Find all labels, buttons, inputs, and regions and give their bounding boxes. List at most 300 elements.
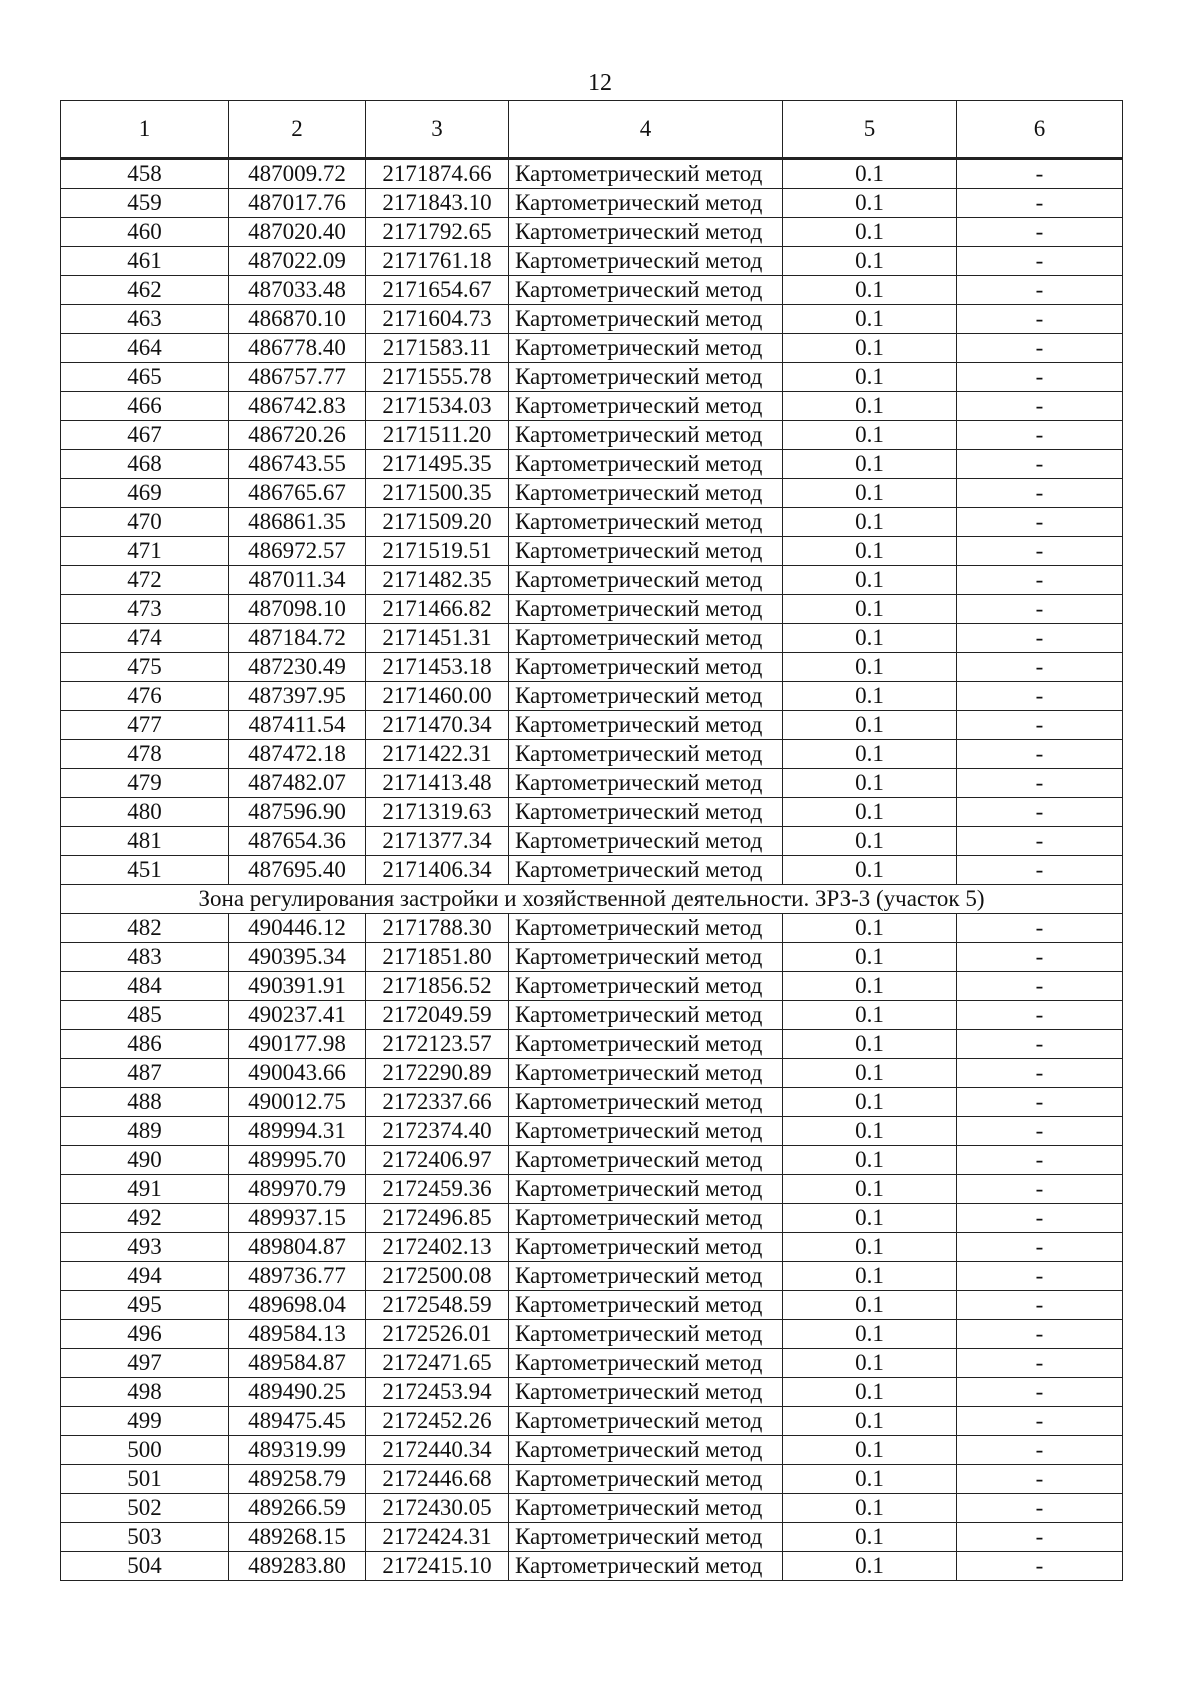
accuracy-cell: 0.1 [783, 508, 957, 537]
accuracy-cell: 0.1 [783, 218, 957, 247]
note-cell: - [957, 1349, 1123, 1378]
y-coordinate-cell: 2171604.73 [366, 305, 509, 334]
table-row [61, 334, 1123, 363]
table-row [61, 508, 1123, 537]
method-cell: Картометрический метод [509, 159, 783, 189]
method-cell: Картометрический метод [509, 682, 783, 711]
accuracy-cell: 0.1 [783, 1320, 957, 1349]
y-coordinate-cell: 2171413.48 [366, 769, 509, 798]
method-cell: Картометрический метод [509, 653, 783, 682]
zone-heading: Зона регулирования застройки и хозяйственной деятельности. ЗРЗ-3 (участок 5) [61, 885, 1123, 914]
y-coordinate-cell: 2172453.94 [366, 1378, 509, 1407]
accuracy-cell: 0.1 [783, 624, 957, 653]
method-cell: Картометрический метод [509, 1233, 783, 1262]
x-coordinate-cell: 486778.40 [229, 334, 366, 363]
method-cell: Картометрический метод [509, 334, 783, 363]
table-row [61, 566, 1123, 595]
x-coordinate-cell: 487033.48 [229, 276, 366, 305]
point-number-cell: 475 [61, 653, 229, 682]
table-row [61, 218, 1123, 247]
y-coordinate-cell: 2172471.65 [366, 1349, 509, 1378]
x-coordinate-cell: 486972.57 [229, 537, 366, 566]
x-coordinate-cell: 487397.95 [229, 682, 366, 711]
method-cell: Картометрический метод [509, 914, 783, 943]
note-cell: - [957, 827, 1123, 856]
accuracy-cell: 0.1 [783, 914, 957, 943]
point-number-cell: 495 [61, 1291, 229, 1320]
note-cell: - [957, 1320, 1123, 1349]
x-coordinate-cell: 489994.31 [229, 1117, 366, 1146]
note-cell: - [957, 159, 1123, 189]
table-row [61, 1291, 1123, 1320]
x-coordinate-cell: 487022.09 [229, 247, 366, 276]
method-cell: Картометрический метод [509, 508, 783, 537]
method-cell: Картометрический метод [509, 537, 783, 566]
accuracy-cell: 0.1 [783, 566, 957, 595]
note-cell: - [957, 1407, 1123, 1436]
accuracy-cell: 0.1 [783, 1030, 957, 1059]
note-cell: - [957, 276, 1123, 305]
accuracy-cell: 0.1 [783, 305, 957, 334]
table-row [61, 305, 1123, 334]
point-number-cell: 480 [61, 798, 229, 827]
note-cell: - [957, 711, 1123, 740]
method-cell: Картометрический метод [509, 1523, 783, 1552]
accuracy-cell: 0.1 [783, 1349, 957, 1378]
point-number-cell: 501 [61, 1465, 229, 1494]
accuracy-cell: 0.1 [783, 1175, 957, 1204]
accuracy-cell: 0.1 [783, 1407, 957, 1436]
y-coordinate-cell: 2172459.36 [366, 1175, 509, 1204]
table-row [61, 363, 1123, 392]
y-coordinate-cell: 2172290.89 [366, 1059, 509, 1088]
method-cell: Картометрический метод [509, 1059, 783, 1088]
point-number-cell: 478 [61, 740, 229, 769]
x-coordinate-cell: 489584.13 [229, 1320, 366, 1349]
point-number-cell: 461 [61, 247, 229, 276]
y-coordinate-cell: 2171451.31 [366, 624, 509, 653]
note-cell: - [957, 1204, 1123, 1233]
y-coordinate-cell: 2171583.11 [366, 334, 509, 363]
column-header: 6 [957, 101, 1123, 159]
point-number-cell: 470 [61, 508, 229, 537]
y-coordinate-cell: 2171460.00 [366, 682, 509, 711]
y-coordinate-cell: 2171511.20 [366, 421, 509, 450]
y-coordinate-cell: 2171792.65 [366, 218, 509, 247]
table-row [61, 1320, 1123, 1349]
accuracy-cell: 0.1 [783, 711, 957, 740]
method-cell: Картометрический метод [509, 1262, 783, 1291]
point-number-cell: 491 [61, 1175, 229, 1204]
point-number-cell: 460 [61, 218, 229, 247]
note-cell: - [957, 1001, 1123, 1030]
x-coordinate-cell: 490043.66 [229, 1059, 366, 1088]
column-header: 1 [61, 101, 229, 159]
note-cell: - [957, 189, 1123, 218]
method-cell: Картометрический метод [509, 711, 783, 740]
accuracy-cell: 0.1 [783, 1436, 957, 1465]
x-coordinate-cell: 489584.87 [229, 1349, 366, 1378]
method-cell: Картометрический метод [509, 1204, 783, 1233]
y-coordinate-cell: 2171422.31 [366, 740, 509, 769]
point-number-cell: 496 [61, 1320, 229, 1349]
y-coordinate-cell: 2172440.34 [366, 1436, 509, 1465]
y-coordinate-cell: 2171466.82 [366, 595, 509, 624]
note-cell: - [957, 1088, 1123, 1117]
accuracy-cell: 0.1 [783, 653, 957, 682]
accuracy-cell: 0.1 [783, 1465, 957, 1494]
note-cell: - [957, 1436, 1123, 1465]
table-row [61, 1117, 1123, 1146]
x-coordinate-cell: 487011.34 [229, 566, 366, 595]
note-cell: - [957, 479, 1123, 508]
y-coordinate-cell: 2172337.66 [366, 1088, 509, 1117]
method-cell: Картометрический метод [509, 1494, 783, 1523]
point-number-cell: 459 [61, 189, 229, 218]
table-row [61, 1233, 1123, 1262]
point-number-cell: 479 [61, 769, 229, 798]
note-cell: - [957, 1146, 1123, 1175]
method-cell: Картометрический метод [509, 479, 783, 508]
point-number-cell: 490 [61, 1146, 229, 1175]
point-number-cell: 483 [61, 943, 229, 972]
point-number-cell: 476 [61, 682, 229, 711]
table-row [61, 1059, 1123, 1088]
y-coordinate-cell: 2172500.08 [366, 1262, 509, 1291]
y-coordinate-cell: 2172374.40 [366, 1117, 509, 1146]
accuracy-cell: 0.1 [783, 363, 957, 392]
x-coordinate-cell: 486742.83 [229, 392, 366, 421]
point-number-cell: 481 [61, 827, 229, 856]
note-cell: - [957, 740, 1123, 769]
accuracy-cell: 0.1 [783, 334, 957, 363]
y-coordinate-cell: 2171856.52 [366, 972, 509, 1001]
point-number-cell: 451 [61, 856, 229, 885]
point-number-cell: 463 [61, 305, 229, 334]
table-row [61, 421, 1123, 450]
accuracy-cell: 0.1 [783, 1262, 957, 1291]
table-row [61, 392, 1123, 421]
note-cell: - [957, 682, 1123, 711]
x-coordinate-cell: 487654.36 [229, 827, 366, 856]
y-coordinate-cell: 2171519.51 [366, 537, 509, 566]
x-coordinate-cell: 489258.79 [229, 1465, 366, 1494]
note-cell: - [957, 769, 1123, 798]
note-cell: - [957, 624, 1123, 653]
point-number-cell: 484 [61, 972, 229, 1001]
x-coordinate-cell: 487017.76 [229, 189, 366, 218]
accuracy-cell: 0.1 [783, 479, 957, 508]
x-coordinate-cell: 489268.15 [229, 1523, 366, 1552]
accuracy-cell: 0.1 [783, 1204, 957, 1233]
y-coordinate-cell: 2171470.34 [366, 711, 509, 740]
y-coordinate-cell: 2172548.59 [366, 1291, 509, 1320]
x-coordinate-cell: 490012.75 [229, 1088, 366, 1117]
table-row [61, 595, 1123, 624]
note-cell: - [957, 537, 1123, 566]
note-cell: - [957, 972, 1123, 1001]
note-cell: - [957, 566, 1123, 595]
x-coordinate-cell: 489490.25 [229, 1378, 366, 1407]
table-row [61, 827, 1123, 856]
y-coordinate-cell: 2171843.10 [366, 189, 509, 218]
point-number-cell: 504 [61, 1552, 229, 1581]
y-coordinate-cell: 2171319.63 [366, 798, 509, 827]
accuracy-cell: 0.1 [783, 1146, 957, 1175]
y-coordinate-cell: 2172452.26 [366, 1407, 509, 1436]
table-row [61, 856, 1123, 885]
method-cell: Картометрический метод [509, 1320, 783, 1349]
x-coordinate-cell: 487098.10 [229, 595, 366, 624]
table-row [61, 798, 1123, 827]
table-row [61, 1175, 1123, 1204]
method-cell: Картометрический метод [509, 1349, 783, 1378]
x-coordinate-cell: 486743.55 [229, 450, 366, 479]
point-number-cell: 486 [61, 1030, 229, 1059]
accuracy-cell: 0.1 [783, 1088, 957, 1117]
table-body [61, 159, 1123, 1581]
table-row [61, 1436, 1123, 1465]
note-cell: - [957, 653, 1123, 682]
accuracy-cell: 0.1 [783, 943, 957, 972]
y-coordinate-cell: 2171874.66 [366, 159, 509, 189]
note-cell: - [957, 914, 1123, 943]
column-header: 2 [229, 101, 366, 159]
table-row [61, 624, 1123, 653]
accuracy-cell: 0.1 [783, 1117, 957, 1146]
method-cell: Картометрический метод [509, 740, 783, 769]
method-cell: Картометрический метод [509, 363, 783, 392]
x-coordinate-cell: 487184.72 [229, 624, 366, 653]
accuracy-cell: 0.1 [783, 421, 957, 450]
x-coordinate-cell: 490237.41 [229, 1001, 366, 1030]
y-coordinate-cell: 2172049.59 [366, 1001, 509, 1030]
note-cell: - [957, 1552, 1123, 1581]
table-row [61, 1146, 1123, 1175]
zone-heading-row [61, 885, 1123, 914]
note-cell: - [957, 1378, 1123, 1407]
method-cell: Картометрический метод [509, 624, 783, 653]
method-cell: Картометрический метод [509, 1030, 783, 1059]
accuracy-cell: 0.1 [783, 276, 957, 305]
method-cell: Картометрический метод [509, 827, 783, 856]
point-number-cell: 477 [61, 711, 229, 740]
note-cell: - [957, 1523, 1123, 1552]
method-cell: Картометрический метод [509, 1378, 783, 1407]
method-cell: Картометрический метод [509, 1001, 783, 1030]
y-coordinate-cell: 2171761.18 [366, 247, 509, 276]
x-coordinate-cell: 489266.59 [229, 1494, 366, 1523]
note-cell: - [957, 1494, 1123, 1523]
point-number-cell: 487 [61, 1059, 229, 1088]
x-coordinate-cell: 489937.15 [229, 1204, 366, 1233]
accuracy-cell: 0.1 [783, 247, 957, 276]
table-row [61, 1378, 1123, 1407]
y-coordinate-cell: 2172424.31 [366, 1523, 509, 1552]
y-coordinate-cell: 2172123.57 [366, 1030, 509, 1059]
coordinates-table [60, 100, 1123, 1581]
method-cell: Картометрический метод [509, 566, 783, 595]
point-number-cell: 502 [61, 1494, 229, 1523]
accuracy-cell: 0.1 [783, 392, 957, 421]
point-number-cell: 482 [61, 914, 229, 943]
note-cell: - [957, 421, 1123, 450]
method-cell: Картометрический метод [509, 1117, 783, 1146]
table-row [61, 769, 1123, 798]
x-coordinate-cell: 487472.18 [229, 740, 366, 769]
table-row [61, 1001, 1123, 1030]
x-coordinate-cell: 489995.70 [229, 1146, 366, 1175]
y-coordinate-cell: 2171555.78 [366, 363, 509, 392]
x-coordinate-cell: 489698.04 [229, 1291, 366, 1320]
note-cell: - [957, 508, 1123, 537]
table-row [61, 711, 1123, 740]
note-cell: - [957, 1262, 1123, 1291]
point-number-cell: 465 [61, 363, 229, 392]
column-header: 3 [366, 101, 509, 159]
y-coordinate-cell: 2171851.80 [366, 943, 509, 972]
table-row [61, 159, 1123, 189]
method-cell: Картометрический метод [509, 247, 783, 276]
column-header: 5 [783, 101, 957, 159]
table-row [61, 1204, 1123, 1233]
point-number-cell: 468 [61, 450, 229, 479]
x-coordinate-cell: 489970.79 [229, 1175, 366, 1204]
method-cell: Картометрический метод [509, 943, 783, 972]
method-cell: Картометрический метод [509, 972, 783, 1001]
point-number-cell: 462 [61, 276, 229, 305]
accuracy-cell: 0.1 [783, 189, 957, 218]
table-header-row [61, 101, 1123, 159]
y-coordinate-cell: 2172446.68 [366, 1465, 509, 1494]
y-coordinate-cell: 2171495.35 [366, 450, 509, 479]
table-row [61, 1349, 1123, 1378]
note-cell: - [957, 1233, 1123, 1262]
accuracy-cell: 0.1 [783, 856, 957, 885]
table-row [61, 1494, 1123, 1523]
y-coordinate-cell: 2171377.34 [366, 827, 509, 856]
column-header: 4 [509, 101, 783, 159]
accuracy-cell: 0.1 [783, 1494, 957, 1523]
table-row [61, 1030, 1123, 1059]
note-cell: - [957, 305, 1123, 334]
y-coordinate-cell: 2172402.13 [366, 1233, 509, 1262]
y-coordinate-cell: 2171654.67 [366, 276, 509, 305]
point-number-cell: 500 [61, 1436, 229, 1465]
accuracy-cell: 0.1 [783, 1059, 957, 1088]
y-coordinate-cell: 2171534.03 [366, 392, 509, 421]
y-coordinate-cell: 2171788.30 [366, 914, 509, 943]
table-row [61, 943, 1123, 972]
method-cell: Картометрический метод [509, 1436, 783, 1465]
note-cell: - [957, 1175, 1123, 1204]
accuracy-cell: 0.1 [783, 1378, 957, 1407]
note-cell: - [957, 363, 1123, 392]
x-coordinate-cell: 486765.67 [229, 479, 366, 508]
x-coordinate-cell: 490391.91 [229, 972, 366, 1001]
x-coordinate-cell: 490395.34 [229, 943, 366, 972]
point-number-cell: 499 [61, 1407, 229, 1436]
y-coordinate-cell: 2171453.18 [366, 653, 509, 682]
point-number-cell: 466 [61, 392, 229, 421]
page-number: 12 [588, 70, 612, 96]
method-cell: Картометрический метод [509, 1407, 783, 1436]
point-number-cell: 492 [61, 1204, 229, 1233]
accuracy-cell: 0.1 [783, 740, 957, 769]
x-coordinate-cell: 487020.40 [229, 218, 366, 247]
point-number-cell: 503 [61, 1523, 229, 1552]
note-cell: - [957, 218, 1123, 247]
method-cell: Картометрический метод [509, 856, 783, 885]
accuracy-cell: 0.1 [783, 972, 957, 1001]
x-coordinate-cell: 487411.54 [229, 711, 366, 740]
note-cell: - [957, 1117, 1123, 1146]
accuracy-cell: 0.1 [783, 682, 957, 711]
note-cell: - [957, 392, 1123, 421]
note-cell: - [957, 856, 1123, 885]
accuracy-cell: 0.1 [783, 1552, 957, 1581]
x-coordinate-cell: 487482.07 [229, 769, 366, 798]
accuracy-cell: 0.1 [783, 1233, 957, 1262]
note-cell: - [957, 247, 1123, 276]
y-coordinate-cell: 2172406.97 [366, 1146, 509, 1175]
point-number-cell: 464 [61, 334, 229, 363]
note-cell: - [957, 1030, 1123, 1059]
table-row [61, 189, 1123, 218]
point-number-cell: 473 [61, 595, 229, 624]
x-coordinate-cell: 487230.49 [229, 653, 366, 682]
y-coordinate-cell: 2171509.20 [366, 508, 509, 537]
point-number-cell: 497 [61, 1349, 229, 1378]
y-coordinate-cell: 2171482.35 [366, 566, 509, 595]
method-cell: Картометрический метод [509, 769, 783, 798]
method-cell: Картометрический метод [509, 798, 783, 827]
method-cell: Картометрический метод [509, 1088, 783, 1117]
method-cell: Картометрический метод [509, 1291, 783, 1320]
point-number-cell: 458 [61, 159, 229, 189]
table-row [61, 972, 1123, 1001]
x-coordinate-cell: 486870.10 [229, 305, 366, 334]
table-row [61, 247, 1123, 276]
method-cell: Картометрический метод [509, 305, 783, 334]
point-number-cell: 489 [61, 1117, 229, 1146]
method-cell: Картометрический метод [509, 218, 783, 247]
accuracy-cell: 0.1 [783, 1291, 957, 1320]
x-coordinate-cell: 486757.77 [229, 363, 366, 392]
x-coordinate-cell: 486720.26 [229, 421, 366, 450]
point-number-cell: 494 [61, 1262, 229, 1291]
x-coordinate-cell: 486861.35 [229, 508, 366, 537]
method-cell: Картометрический метод [509, 1175, 783, 1204]
accuracy-cell: 0.1 [783, 827, 957, 856]
point-number-cell: 471 [61, 537, 229, 566]
point-number-cell: 467 [61, 421, 229, 450]
y-coordinate-cell: 2172415.10 [366, 1552, 509, 1581]
note-cell: - [957, 1291, 1123, 1320]
accuracy-cell: 0.1 [783, 537, 957, 566]
table-row [61, 653, 1123, 682]
y-coordinate-cell: 2171406.34 [366, 856, 509, 885]
point-number-cell: 493 [61, 1233, 229, 1262]
y-coordinate-cell: 2171500.35 [366, 479, 509, 508]
x-coordinate-cell: 487009.72 [229, 159, 366, 189]
note-cell: - [957, 334, 1123, 363]
x-coordinate-cell: 490177.98 [229, 1030, 366, 1059]
method-cell: Картометрический метод [509, 421, 783, 450]
note-cell: - [957, 595, 1123, 624]
method-cell: Картометрический метод [509, 1146, 783, 1175]
table-row [61, 1523, 1123, 1552]
